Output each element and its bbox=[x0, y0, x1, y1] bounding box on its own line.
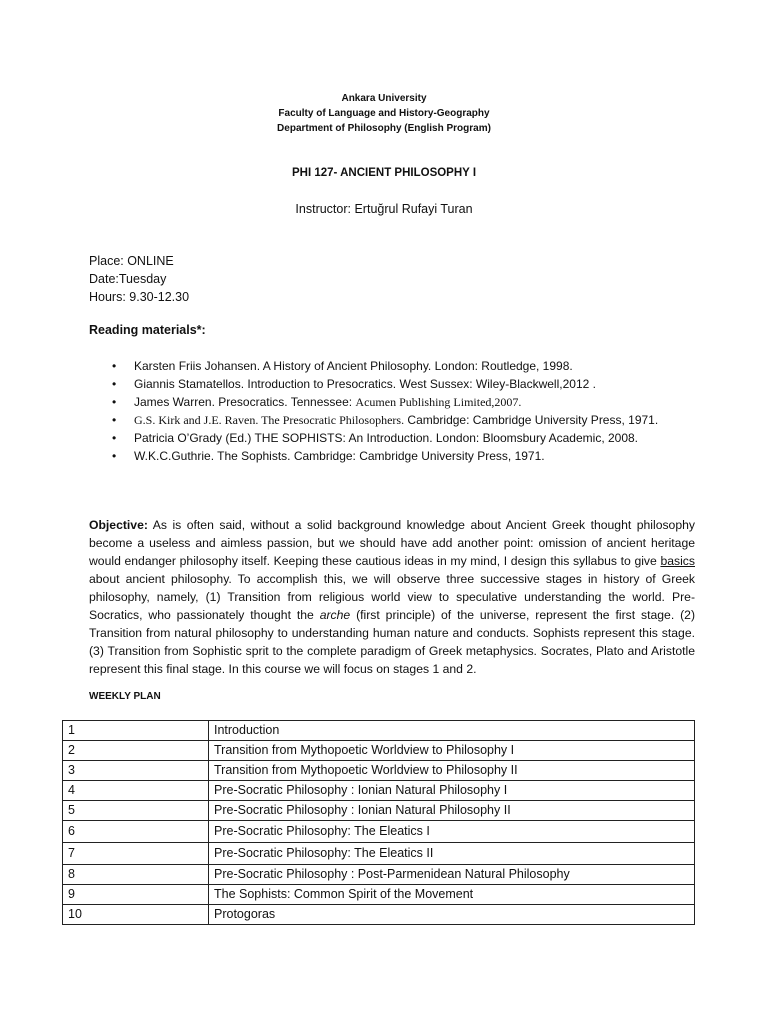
objective-paragraph: Objective: As is often said, without a solid background knowledge about Ancient Greek thought philosophy become a useless and aimless passion, but we should have add another point: omission of ancient heritage would endanger philosophy itself. Keeping these cautious ideas in my mind, I design this syllabus to give basics about ancient philosophy. To accomplish this, we will observe three successive stages in history of Greek philosophy, namely, (1) Transition from religious world view to speculative understanding the world. Pre-Socratics, who passionately thought the arche (first principle) of the universe, represent the first stage. (2) Transition from natural philosophy to understanding human nature and conducts. Sophists represent this stage. (3) Transition from Sophistic sprit to the complete paradigm of Greek metaphysics. Socrates, Plato and Aristotle represent this final stage. In this course we will focus on stages 1 and 2. bbox=[89, 518, 696, 676]
university-name: Ankara University bbox=[341, 93, 427, 104]
table-row: 9 The Sophists: Common Spirit of the Movement bbox=[63, 885, 695, 905]
reading-item: • Karsten Friis Johansen. A History of Ancient Philosophy. London: Routledge, 1998. bbox=[112, 357, 658, 375]
reading-item: • W.K.C.Guthrie. The Sophists. Cambridge: Cambridge University Press, 1971. bbox=[112, 447, 658, 465]
reading-item: • Patricia O’Grady (Ed.) THE SOPHISTS: An Introduction. London: Bloomsbury Academic, 2008. bbox=[112, 429, 658, 447]
reading-materials-heading: Reading materials*: bbox=[89, 323, 206, 337]
table-row: 2 Transition from Mythopoetic Worldview to Philosophy I bbox=[63, 741, 695, 761]
reading-item: • Giannis Stamatellos. Introduction to Presocratics. West Sussex: Wiley-Blackwell,2012 . bbox=[112, 375, 658, 393]
instructor: Instructor: Ertuğrul Rufayi Turan bbox=[295, 202, 473, 216]
reading-item: • G.S. Kirk and J.E. Raven. The Presocratic Philosophers. Cambridge: Cambridge University Press, 1971. bbox=[112, 411, 658, 429]
weekly-plan-heading: WEEKLY PLAN bbox=[89, 691, 161, 702]
reading-item: • James Warren. Presocratics. Tennessee: Acumen Publishing Limited,2007. bbox=[112, 393, 658, 411]
course-title: PHI 127- ANCIENT PHILOSOPHY I bbox=[291, 167, 477, 179]
basics-link-text: basics bbox=[660, 554, 695, 568]
table-row: 7 Pre-Socratic Philosophy: The Eleatics II bbox=[63, 843, 695, 865]
hours: Hours: 9.30-12.30 bbox=[89, 290, 190, 304]
table-row: 10 Protogoras bbox=[63, 905, 695, 925]
reading-list bbox=[112, 357, 658, 465]
date: Date:Tuesday bbox=[89, 272, 167, 286]
table-row: 5 Pre-Socratic Philosophy : Ionian Natural Philosophy II bbox=[63, 801, 695, 821]
department-name: Department of Philosophy (English Program) bbox=[277, 123, 491, 134]
weekly-plan-table bbox=[62, 720, 695, 925]
table-row: 3 Transition from Mythopoetic Worldview to Philosophy II bbox=[63, 761, 695, 781]
table-row: 1 Introduction bbox=[63, 721, 695, 741]
place: Place: ONLINE bbox=[89, 254, 174, 268]
objective-label: Objective: bbox=[89, 518, 148, 532]
table-row: 8 Pre-Socratic Philosophy : Post-Parmenidean Natural Philosophy bbox=[63, 865, 695, 885]
faculty-name: Faculty of Language and History-Geography bbox=[278, 108, 490, 119]
table-row: 4 Pre-Socratic Philosophy : Ionian Natural Philosophy I bbox=[63, 781, 695, 801]
table-row: 6 Pre-Socratic Philosophy: The Eleatics I bbox=[63, 821, 695, 843]
